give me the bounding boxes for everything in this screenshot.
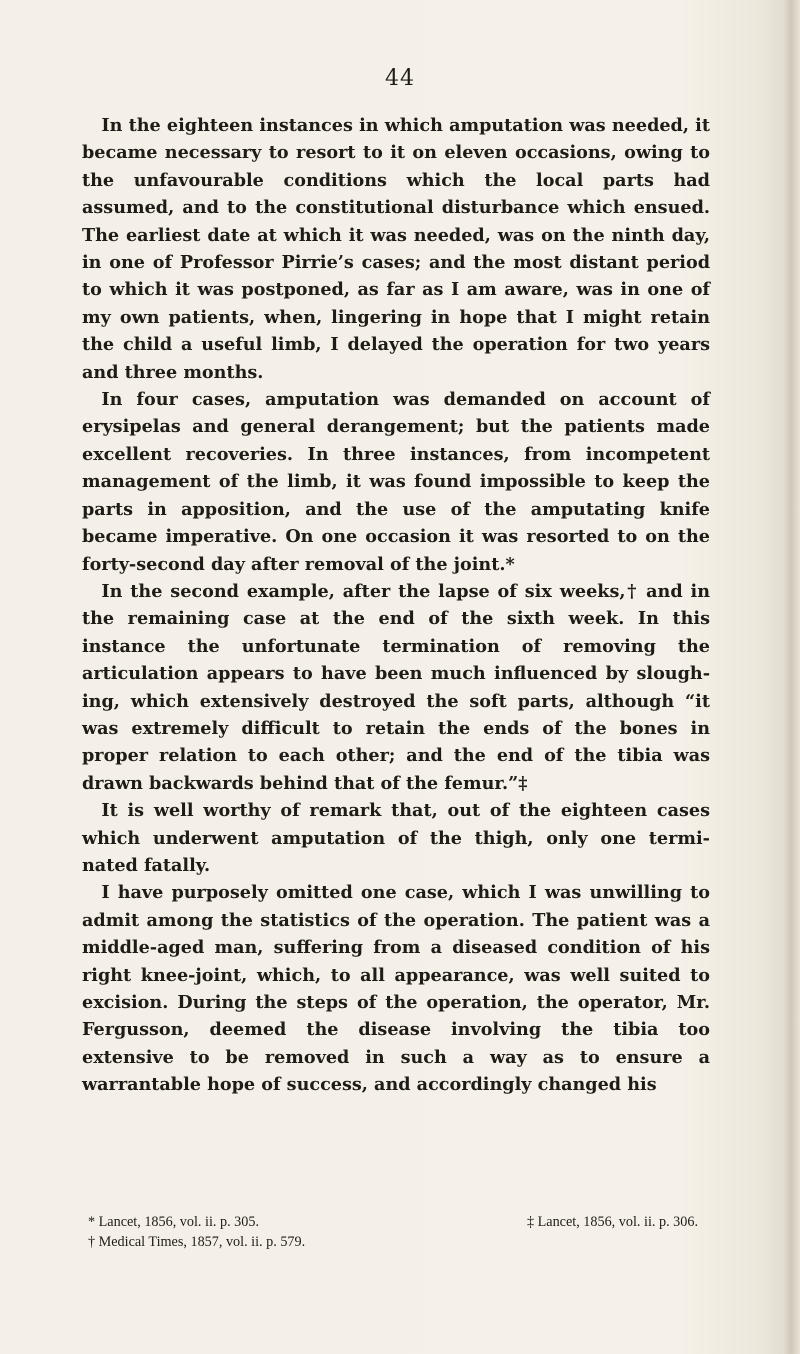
paragraph: I have purposely omitted one case, which I was unwilling to admit among the statistics of the operation. The patient was a middle-aged man, suffering from a diseased condition of his right knee-joint, which, to all appearance, was well suited to excision. During the steps of the operation, the operator, Mr. Fergusson, deemed the disease involving the tibia too extensive to be removed in such a way as to ensure a warrantable hope of success, and accordingly changed his: [82, 882, 710, 1096]
paragraph: In the eighteen instances in which amputation was needed, it became necessary to resort to it on eleven occasions, owing to the unfavourable conditions which the local parts had assumed, and to the constitutional disturbance which ensued. The earliest date at which it was needed, was on the ninth day, in one of Professor Pirrie’s cases; and the most distant period to which it was postponed, as far as I am aware, was in one of my own patients, when, lingering in hope that I might retain the child a useful limb, I delayed the operation for two years and three months.: [82, 115, 710, 383]
footnote-star: * Lancet, 1856, vol. ii. p. 305.: [88, 1214, 260, 1230]
footnote-row: [88, 1212, 708, 1232]
footnote-dagger: † Medical Times, 1857, vol. ii. p. 579.: [88, 1234, 306, 1250]
paragraph: It is well worthy of remark that, out of the eighteen cases which underwent amputation of the thigh, only one termi-nated fatally.: [82, 800, 710, 876]
paragraph: In the second example, after the lapse of six weeks,† and in the remaining case at the end of the sixth week. In this instance the unfortunate termination of removing the articulation appears to have been much influenced by slough-ing, which extensively destroyed the soft parts, although “it was extremely difficult to retain the ends of the bones in proper relation to each other; and the end of the tibia was drawn backwards behind that of the femur.”‡: [82, 580, 710, 794]
paragraph: In four cases, amputation was demanded on account of erysipelas and general derangement; but the patients made excellent recoveries. In three instances, from incompetent management of the limb, it was found impossible to keep the parts in apposition, and the use of the amputating knife became imperative. On one occasion it was resorted to on the forty-second day after removal of the joint.*: [82, 389, 710, 575]
body-text: [82, 112, 710, 1099]
page-number: 44: [385, 66, 415, 91]
footnote-double-dagger: ‡ Lancet, 1856, vol. ii. p. 306.: [526, 1214, 698, 1230]
footnote-row: [88, 1232, 708, 1252]
page-edge: [782, 0, 800, 1354]
footnotes: [88, 1212, 708, 1252]
